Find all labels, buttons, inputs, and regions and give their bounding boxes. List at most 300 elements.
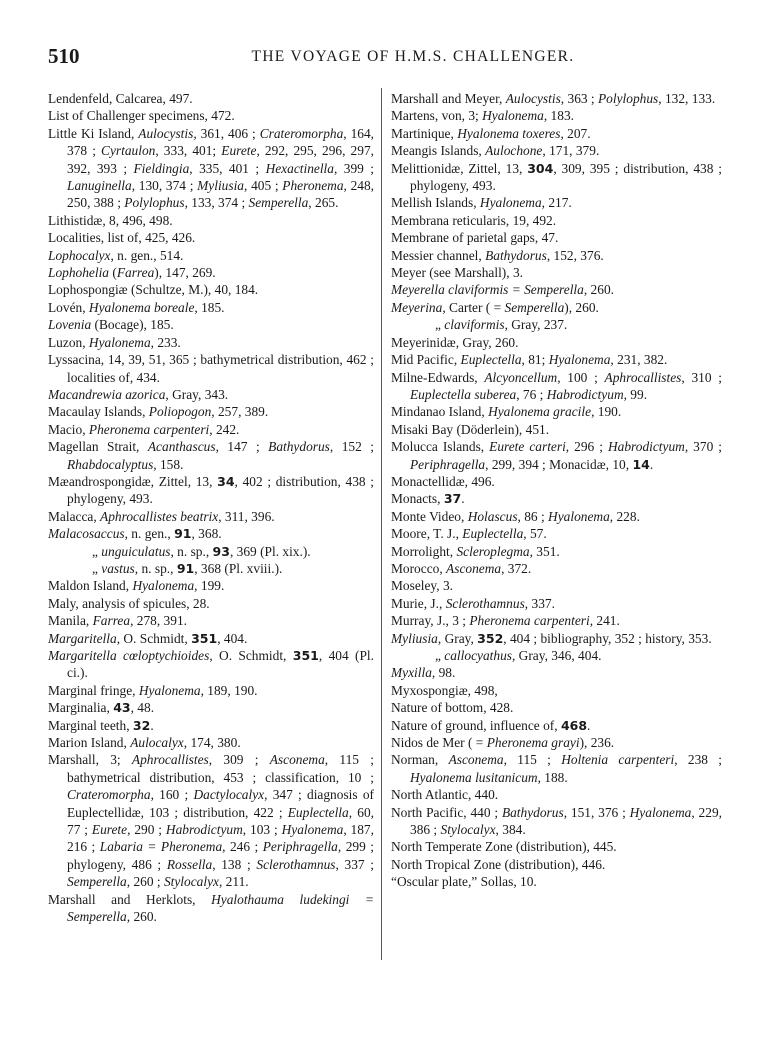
- taxon-name: Bathydorus: [485, 247, 547, 263]
- entry-text: , n. sp.,: [134, 560, 177, 576]
- page-header: [48, 44, 738, 70]
- bold-page-ref: 43: [113, 700, 131, 716]
- index-entry: [48, 229, 374, 246]
- entry-text: , 337 ;: [335, 856, 374, 872]
- entry-text: „: [92, 543, 102, 559]
- index-entry: [48, 630, 374, 647]
- index-entry: [391, 247, 722, 264]
- entry-text: Melittionidæ, Zittel, 13,: [391, 160, 528, 176]
- bold-page-ref: 351: [292, 648, 319, 663]
- entry-text: , 296 ;: [565, 439, 608, 455]
- entry-text: Little Ki Island,: [48, 125, 139, 141]
- taxon-name: Periphragella: [262, 839, 338, 855]
- entry-text: , 160 ;: [150, 787, 194, 803]
- taxon-name: Sclerothamnus: [256, 856, 336, 872]
- entry-text: Marginalia,: [48, 700, 114, 716]
- entry-text: , 233.: [150, 334, 181, 350]
- taxon-name: Acanthascus: [147, 439, 216, 455]
- bold-page-ref: 34: [217, 473, 235, 489]
- entry-text: Nature of bottom, 428.: [391, 700, 514, 716]
- entry-text: Malacca,: [48, 508, 101, 524]
- taxon-name: Lovenia: [48, 317, 92, 333]
- index-entry: [391, 838, 722, 855]
- index-entry: [48, 699, 374, 716]
- entry-text: , 187, 216 ;: [67, 822, 374, 855]
- taxon-name: Aulochone: [485, 143, 543, 159]
- entry-text: Nature of ground, influence of,: [391, 717, 561, 733]
- entry-text: Lovén,: [48, 299, 89, 315]
- entry-text: Magellan Strait,: [48, 439, 148, 455]
- taxon-name: unguiculatus: [101, 543, 171, 559]
- entry-text: , 369 (Pl. xix.).: [229, 543, 311, 559]
- entry-text: .: [649, 456, 654, 472]
- entry-text: Murray, J., 3 ;: [391, 613, 470, 629]
- bold-page-ref: 468: [560, 717, 588, 733]
- taxon-name: Farrea: [92, 613, 131, 629]
- entry-text: , 199.: [194, 578, 225, 594]
- entry-text: ), 236.: [579, 735, 615, 751]
- entry-text: , 337.: [524, 595, 555, 611]
- taxon-name: Polylophus: [598, 91, 659, 106]
- index-entry: [48, 107, 374, 124]
- entry-text: Morrolight,: [391, 543, 457, 559]
- entry-text: Manila,: [48, 613, 93, 629]
- taxon-name: Asconema: [448, 752, 504, 768]
- index-entry: [391, 873, 722, 890]
- taxon-name: Hyalonema: [132, 578, 195, 594]
- taxon-name: Myliusia: [197, 178, 245, 194]
- bold-page-ref: 351: [191, 630, 218, 646]
- entry-text: , 174, 380.: [183, 735, 241, 751]
- entry-text: , Carter ( =: [442, 299, 505, 315]
- index-entry: [48, 316, 374, 333]
- running-title: THE VOYAGE OF H.M.S. CHALLENGER.: [251, 48, 575, 65]
- bold-page-ref: 91: [176, 560, 195, 576]
- taxon-name: Labaria = Pheronema: [99, 839, 223, 855]
- entry-text: Nidos de Mer ( =: [391, 735, 487, 751]
- entry-text: Lendenfeld, Calcarea, 497.: [48, 91, 193, 106]
- entry-text: , 231, 382.: [610, 352, 668, 368]
- entry-text: , 130, 374 ;: [131, 178, 198, 194]
- taxon-name: Semperella: [504, 299, 565, 315]
- entry-text: , 48.: [130, 700, 155, 716]
- taxon-name: Aulocystis: [138, 125, 194, 141]
- entry-text: Marginal fringe,: [48, 682, 139, 698]
- bold-page-ref: 93: [212, 543, 230, 559]
- index-entry: [391, 316, 722, 333]
- taxon-name: vastus: [101, 560, 135, 576]
- index-entry: [391, 142, 722, 159]
- taxon-name: Crateromorpha: [67, 787, 151, 803]
- taxon-name: Hexactinella: [265, 160, 334, 176]
- taxon-name: Aphrocallistes: [131, 752, 209, 768]
- entry-text: „: [435, 648, 445, 663]
- index-entry: [391, 560, 722, 577]
- entry-text: Marion Island,: [48, 735, 131, 751]
- entry-text: , 363 ;: [560, 91, 598, 106]
- taxon-name: Lanuginella: [67, 178, 132, 194]
- taxon-name: Bathydorus: [501, 804, 564, 820]
- entry-text: , 228.: [609, 508, 640, 524]
- entry-text: Mæandrospongidæ, Zittel, 13,: [48, 473, 218, 489]
- taxon-name: Meyerina: [391, 299, 443, 315]
- taxon-name: callocyathus: [444, 648, 512, 663]
- index-entry: [391, 264, 722, 281]
- index-entry: [48, 717, 374, 734]
- index-entry: [391, 334, 722, 351]
- index-entry: [48, 525, 374, 542]
- index-entry: [391, 473, 722, 490]
- entry-text: , 368 (Pl. xviii.).: [194, 560, 283, 576]
- entry-text: , 404 (Pl. ci.).: [67, 648, 374, 681]
- entry-text: North Atlantic, 440.: [391, 787, 499, 803]
- taxon-name: Holascus: [467, 508, 518, 524]
- entry-text: , O. Schmidt,: [209, 648, 293, 663]
- entry-text: , 292, 295, 296, 297, 392, 393 ;: [67, 143, 374, 176]
- taxon-name: Pheronema carpenteri: [88, 421, 210, 437]
- taxon-name: Sclerothamnus: [445, 595, 525, 611]
- index-entry: [48, 299, 374, 316]
- taxon-name: Pheronema grayi: [486, 735, 580, 751]
- entry-text: , 81;: [521, 352, 549, 368]
- entry-text: Marginal teeth,: [48, 717, 133, 733]
- taxon-name: Semperella: [248, 195, 309, 211]
- entry-text: Membrane of parietal gaps, 47.: [391, 230, 559, 246]
- taxon-name: Stylocalyx: [440, 822, 496, 838]
- taxon-name: Rossella: [166, 856, 213, 872]
- entry-text: (: [109, 265, 117, 281]
- entry-text: Misaki Bay (Döderlein), 451.: [391, 421, 550, 437]
- entry-text: „: [435, 317, 445, 333]
- entry-text: Martens, von, 3;: [391, 108, 483, 124]
- taxon-name: Crateromorpha: [259, 125, 344, 141]
- taxon-name: Hyalonema: [548, 352, 611, 368]
- taxon-name: Euplectella suberea: [410, 386, 517, 402]
- entry-text: Morocco,: [391, 560, 447, 576]
- index-entry: [391, 856, 722, 873]
- taxon-name: Malacosaccus: [48, 526, 125, 542]
- taxon-name: Aulocalyx: [130, 735, 184, 751]
- taxon-name: Hyalonema toxeres: [457, 125, 561, 141]
- taxon-name: Semperella: [67, 874, 127, 890]
- entry-text: , 60, 77 ;: [67, 804, 374, 838]
- taxon-name: Alcyoncellum: [484, 369, 558, 385]
- entry-text: , n. gen., 514.: [110, 247, 184, 263]
- entry-text: , 402 ; distribution, 438 ; phylogeny, 493.: [67, 473, 374, 507]
- entry-text: List of Challenger specimens, 472.: [48, 108, 235, 124]
- entry-text: , 368.: [191, 526, 222, 542]
- index-entry: [391, 543, 722, 560]
- taxon-name: Scleroplegma: [456, 543, 530, 559]
- index-entry: [391, 577, 722, 594]
- taxon-name: Aphrocallistes: [604, 369, 682, 385]
- index-entry: [48, 473, 374, 508]
- index-entry: [48, 421, 374, 438]
- index-entry: [391, 160, 722, 195]
- entry-text: , 132, 133.: [658, 91, 716, 106]
- entry-text: Macaulay Islands,: [48, 404, 149, 420]
- taxon-name: Bathydorus: [268, 439, 330, 455]
- entry-text: , 309, 395 ; distribution, 438 ; phylogeny, 493.: [410, 160, 723, 194]
- index-entry: [48, 891, 374, 926]
- entry-text: North Temperate Zone (distribution), 445.: [391, 839, 617, 855]
- entry-text: , 335, 401 ;: [189, 160, 266, 176]
- taxon-name: Hyalonema: [629, 804, 692, 820]
- entry-text: , 384.: [495, 822, 526, 838]
- entry-text: Moseley, 3.: [391, 578, 453, 594]
- index-entry: [48, 647, 374, 682]
- entry-text: Myxospongiæ, 498,: [391, 682, 498, 698]
- entry-text: , 347 ; diagnosis of Euplectellidæ, 103 ; distribution, 422 ;: [67, 787, 374, 820]
- index-entry: [48, 734, 374, 751]
- entry-text: Monte Video,: [391, 508, 468, 524]
- entry-text: , 185.: [194, 299, 225, 315]
- index-entry: [391, 525, 722, 542]
- entry-text: , n. gen.,: [124, 526, 175, 542]
- index-column-left: [48, 90, 374, 926]
- entry-text: Monacts,: [391, 491, 444, 507]
- entry-text: (Bocage), 185.: [91, 317, 174, 333]
- entry-text: Membrana reticularis, 19, 492.: [391, 212, 557, 228]
- index-entry: [48, 612, 374, 629]
- bold-page-ref: 304: [527, 160, 554, 176]
- taxon-name: Habrodictyum: [607, 439, 685, 455]
- taxon-name: Eurete: [91, 822, 128, 838]
- taxon-name: Lophocalyx: [48, 247, 111, 263]
- taxon-name: Pheronema carpenteri: [469, 613, 590, 629]
- entry-text: Molucca Islands,: [391, 439, 490, 455]
- entry-text: Lithistidæ, 8, 496, 498.: [48, 212, 173, 228]
- taxon-name: Aphrocallistes beatrix: [100, 508, 219, 524]
- entry-text: , 57.: [523, 526, 547, 542]
- entry-text: , 309 ;: [208, 752, 270, 768]
- entry-text: , O. Schmidt,: [116, 630, 192, 646]
- entry-text: , 333, 401;: [155, 143, 222, 159]
- entry-text: , 311, 396.: [218, 508, 275, 524]
- index-entry: [48, 386, 374, 403]
- entry-text: , Gray, 343.: [165, 386, 229, 402]
- index-entry: [391, 717, 722, 734]
- entry-text: Moore, T. J.,: [391, 526, 463, 542]
- index-entry: [391, 90, 722, 107]
- taxon-name: Hyalonema: [281, 822, 344, 838]
- index-entry: [48, 403, 374, 420]
- index-entry: [48, 508, 374, 525]
- taxon-name: Margaritella cœloptychioides: [48, 648, 210, 663]
- entry-text: ), 147, 269.: [154, 265, 216, 281]
- entry-text: , 211.: [218, 874, 249, 890]
- entry-text: .: [587, 717, 591, 733]
- taxon-name: Cyrtaulon: [101, 143, 156, 159]
- taxon-name: Habrodictyum: [165, 822, 243, 838]
- entry-text: , 370 ;: [684, 439, 722, 455]
- index-entry: [391, 595, 722, 612]
- entry-text: , 188.: [537, 769, 568, 785]
- bold-page-ref: 32: [132, 717, 151, 733]
- taxon-name: Hyalonema gracile: [488, 404, 592, 420]
- entry-text: Mellish Islands,: [391, 195, 480, 211]
- entry-text: , 99.: [623, 386, 648, 402]
- taxon-name: Habrodictyum: [546, 386, 624, 402]
- index-entry: [48, 351, 374, 386]
- taxon-name: Hyalonema boreale: [88, 299, 195, 315]
- entry-text: , 138 ;: [212, 856, 257, 872]
- taxon-name: Margaritella: [48, 630, 117, 646]
- taxon-name: Hyalonema: [88, 334, 151, 350]
- entry-text: Norman,: [391, 752, 449, 768]
- taxon-name: Asconema: [269, 752, 325, 768]
- taxon-name: Euplectella: [462, 526, 524, 542]
- entry-text: , 229, 386 ;: [410, 804, 722, 838]
- page-number: 510: [48, 44, 80, 68]
- entry-text: , 260.: [583, 282, 614, 298]
- entry-text: Macio,: [48, 421, 89, 437]
- entry-text: , 405 ;: [244, 178, 283, 194]
- taxon-name: Euplectella: [460, 352, 522, 368]
- bold-page-ref: 352: [477, 630, 504, 646]
- entry-text: , 404 ; bibliography, 352 ; history, 353.: [503, 630, 712, 646]
- taxon-name: Aulocystis: [505, 91, 561, 106]
- taxon-name: Hyalonema: [138, 682, 201, 698]
- entry-text: , 351.: [529, 543, 560, 559]
- entry-text: Lyssacina, 14, 39, 51, 365 ; bathymetrical distribution, 462 ; localities of, 434.: [48, 352, 374, 385]
- entry-text: , Gray, 346, 404.: [511, 648, 602, 663]
- entry-text: , 248, 250, 388 ;: [67, 178, 374, 211]
- taxon-name: Poliopogon: [148, 404, 212, 420]
- index-entry: [48, 543, 374, 560]
- index-entry: [391, 630, 722, 647]
- entry-text: , 265.: [308, 195, 339, 211]
- index-entry: [391, 664, 722, 681]
- entry-text: , 115 ;: [503, 752, 562, 768]
- entry-text: Meangis Islands,: [391, 143, 486, 159]
- entry-text: , 164, 378 ;: [67, 125, 375, 159]
- index-entry: [391, 804, 722, 839]
- index-entry: [391, 699, 722, 716]
- entry-text: Lophospongiæ (Schultze, M.), 40, 184.: [48, 282, 259, 298]
- entry-text: Mindanao Island,: [391, 404, 489, 420]
- entry-text: , 260 ;: [126, 874, 164, 890]
- index-entry: [48, 125, 374, 212]
- entry-text: North Pacific, 440 ;: [391, 804, 502, 820]
- index-entry: [48, 90, 374, 107]
- entry-text: , 246 ;: [222, 839, 263, 855]
- taxon-name: Hyalonema: [482, 108, 544, 124]
- entry-text: Marshall and Herklots,: [48, 891, 212, 907]
- taxon-name: Hyalonema lusitanicum: [410, 769, 538, 785]
- taxon-name: Macandrewia azorica: [48, 386, 166, 402]
- entry-text: North Tropical Zone (distribution), 446.: [391, 856, 606, 872]
- taxon-name: Holtenia carpenteri: [561, 752, 675, 768]
- entry-text: „: [92, 560, 102, 576]
- index-entry: [391, 351, 722, 368]
- index-entry: [391, 281, 722, 298]
- entry-text: , 404.: [217, 630, 248, 646]
- taxon-name: Myliusia: [391, 630, 438, 646]
- entry-text: , 241.: [589, 613, 620, 629]
- entry-text: , 399 ;: [333, 160, 374, 176]
- entry-text: , 98.: [431, 665, 456, 681]
- entry-text: , 257, 389.: [211, 404, 269, 420]
- entry-text: Milne-Edwards,: [391, 369, 485, 385]
- taxon-name: Myxilla: [391, 665, 432, 681]
- index-entry: [391, 369, 722, 404]
- index-entry: [391, 751, 722, 786]
- entry-text: Mid Pacific,: [391, 352, 461, 368]
- entry-text: “Oscular plate,” Sollas, 10.: [391, 874, 537, 890]
- index-entry: [48, 334, 374, 351]
- taxon-name: Farrea: [116, 265, 155, 281]
- index-entry: [391, 438, 722, 473]
- entry-text: , 361, 406 ;: [193, 125, 260, 141]
- taxon-name: Polylophus: [124, 195, 185, 211]
- index-entry: [391, 682, 722, 699]
- entry-text: Maldon Island,: [48, 578, 133, 594]
- taxon-name: Pheronema: [282, 178, 344, 194]
- entry-text: , 152 ;: [329, 439, 374, 455]
- entry-text: Martinique,: [391, 125, 458, 141]
- entry-text: , 152, 376.: [546, 247, 604, 263]
- index-entry: [391, 299, 722, 316]
- entry-text: , 189, 190.: [200, 682, 258, 698]
- taxon-name: Periphragella: [410, 456, 486, 472]
- index-entry: [48, 595, 374, 612]
- index-entry: [391, 403, 722, 420]
- entry-text: , 158.: [153, 456, 184, 472]
- entry-text: Luzon,: [48, 334, 89, 350]
- entry-text: , 103 ;: [242, 822, 282, 838]
- taxon-name: Dactylocalyx: [193, 787, 265, 803]
- index-entry: [48, 212, 374, 229]
- bold-page-ref: 91: [174, 526, 192, 542]
- taxon-name: Hyalothauma ludekingi = Semperella: [67, 891, 374, 925]
- index-entry: [391, 508, 722, 525]
- taxon-name: Lophohelia: [48, 265, 110, 281]
- taxon-name: Euplectella: [287, 804, 349, 820]
- index-entry: [48, 682, 374, 699]
- index-column-right: [391, 90, 722, 891]
- entry-text: , 310 ;: [681, 369, 722, 385]
- entry-text: Marshall, 3;: [48, 752, 132, 768]
- entry-text: Marshall and Meyer,: [391, 91, 506, 106]
- index-entry: [391, 786, 722, 803]
- taxon-name: Hyalonema: [479, 195, 542, 211]
- taxon-name: Eurete: [221, 143, 257, 159]
- entry-text: , n. sp.,: [170, 543, 213, 559]
- index-entry: [48, 281, 374, 298]
- entry-text: Murie, J.,: [391, 595, 446, 611]
- index-entry: [48, 438, 374, 473]
- taxon-name: Hyalonema: [548, 508, 610, 524]
- entry-text: , 238 ;: [674, 752, 722, 768]
- entry-text: Monactellidæ, 496.: [391, 473, 495, 489]
- entry-text: , 183.: [543, 108, 574, 124]
- entry-text: , 207.: [560, 125, 591, 141]
- entry-text: , 100 ;: [557, 369, 605, 385]
- entry-text: ), 260.: [564, 299, 599, 315]
- index-entry: [391, 212, 722, 229]
- index-entry: [48, 264, 374, 281]
- taxon-name: claviformis: [444, 317, 505, 333]
- entry-text: , 86 ;: [517, 508, 549, 524]
- index-entry: [48, 247, 374, 264]
- taxon-name: Stylocalyx: [163, 874, 219, 890]
- index-entry: [48, 560, 374, 577]
- entry-text: , 151, 376 ;: [563, 804, 630, 820]
- taxon-name: Rhabdocalyptus: [67, 456, 154, 472]
- entry-text: , 133, 374 ;: [184, 195, 249, 211]
- entry-text: , 76 ;: [516, 386, 547, 402]
